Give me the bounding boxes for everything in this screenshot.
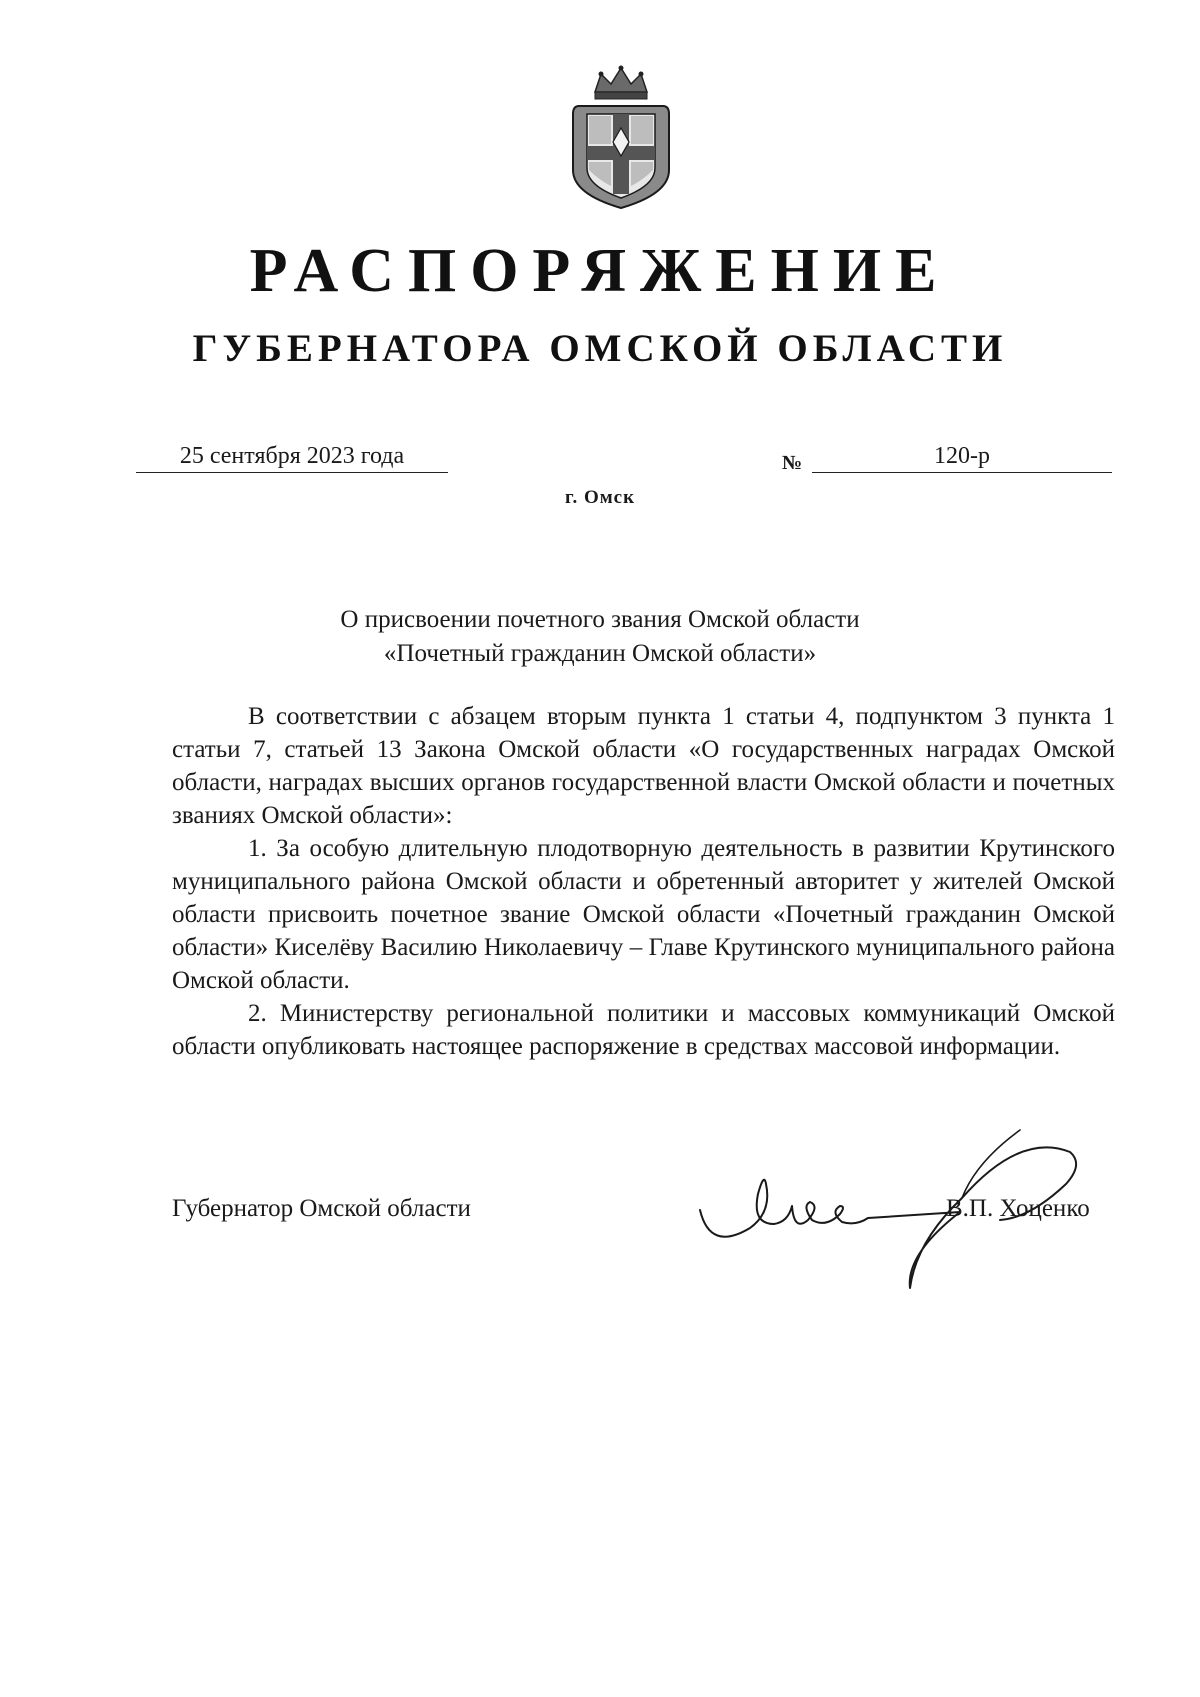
subject-line-1: О присвоении почетного звания Омской области xyxy=(340,606,860,633)
signatory-position: Губернатор Омской области xyxy=(172,1195,471,1222)
coat-of-arms-icon xyxy=(565,62,677,212)
document-date: 25 сентября 2023 года xyxy=(136,442,448,473)
document-subject xyxy=(0,603,1200,671)
document-city: г. Омск xyxy=(564,487,636,508)
document-title: РАСПОРЯЖЕНИЕ xyxy=(249,237,951,305)
body-item-1: 1. За особую длительную плодотворную деятельность в развитии Крутинского муниципального района Омской области и обретенный авторитет у жителей Омской области присвоить почетное звание Омской области «Почетный гражданин Омской области» Киселёву Василию Николаевичу – Главе Крутинского муниципального района Омской области. xyxy=(172,835,1115,994)
body-preamble: В соответствии с абзацем вторым пункта 1 статьи 4, подпунктом 3 пункта 1 статьи 7, статьей 13 Закона Омской области «О государственных наградах Омской области, наградах высших органов государственной власти Омской области и почетных званиях Омской области»: xyxy=(172,703,1115,829)
document-body xyxy=(172,700,1115,1063)
number-label: № xyxy=(782,452,803,474)
document-number: 120-р xyxy=(812,442,1112,473)
document-subtitle: ГУБЕРНАТОРА ОМСКОЙ ОБЛАСТИ xyxy=(192,327,1008,370)
body-item-2: 2. Министерству региональной политики и массовых коммуникаций Омской области опубликовать настоящее распоряжение в средствах массовой информации. xyxy=(172,1000,1115,1060)
subject-line-2: «Почетный гражданин Омской области» xyxy=(383,640,817,667)
signatory-name: В.П. Хоценко xyxy=(946,1195,1090,1222)
